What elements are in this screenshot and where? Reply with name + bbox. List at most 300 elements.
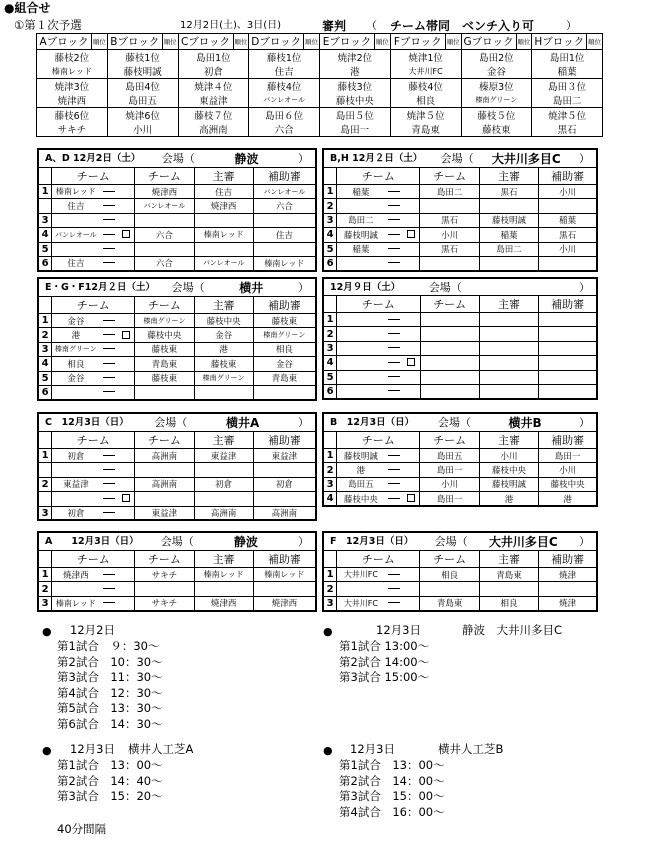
game-time: 第1試合 ９：30～ (57, 639, 160, 653)
home-team: 焼津西 (52, 568, 100, 582)
result-box (118, 328, 135, 342)
assist-referee (253, 213, 316, 227)
referee-paren-close: ） (566, 19, 577, 32)
chief-referee (194, 582, 253, 596)
vs-dash-mark (103, 469, 115, 470)
away-team (420, 582, 479, 596)
venue-label: 会場（ (434, 535, 468, 548)
away-team: 相良 (420, 568, 479, 582)
match-row (323, 327, 597, 341)
group-cell: 藤枝4位 (249, 79, 320, 94)
assist-ref-header: 補助審 (539, 168, 597, 185)
vs-dash (385, 242, 403, 256)
home-team: 藤枝中央 (337, 492, 385, 506)
num-header (38, 297, 52, 314)
group-cell: 藤枝1位 (107, 50, 178, 65)
away-team: 島田五 (420, 449, 479, 463)
group-header: Fブロック (390, 34, 445, 50)
match-number: 6 (38, 385, 52, 399)
away-team (135, 385, 194, 399)
vs-dash-mark (103, 498, 115, 499)
group-row (37, 50, 603, 65)
home-team (337, 356, 385, 370)
group-row (37, 122, 603, 137)
group-cell: 藤枝東 (461, 122, 532, 137)
home-team (52, 385, 100, 399)
chief-referee (479, 370, 538, 384)
chief-referee: 榛南レッド (194, 568, 253, 582)
schedule-venue: 静波 大井川多目C (462, 623, 563, 637)
match-row (323, 228, 597, 242)
match-number: 2 (323, 463, 337, 477)
venue-close: ） (297, 535, 309, 548)
group-cell: 焼津４位 (178, 79, 249, 94)
game-time: 第2試合 14：40～ (57, 773, 163, 788)
chief-referee (194, 385, 253, 399)
chief-ref-header: 主審 (194, 432, 253, 449)
vs-dash (385, 313, 403, 327)
chief-referee: 藤枝中央 (479, 463, 538, 477)
venue-label: 会場（ (160, 535, 194, 548)
match-number: 4 (323, 492, 337, 506)
assist-referee: 小川 (539, 185, 597, 199)
bullet-icon: ● (323, 625, 333, 638)
match-row (38, 357, 316, 371)
match-row (38, 596, 316, 610)
away-team (420, 384, 479, 398)
result-box (403, 341, 420, 355)
bullet-icon: ● (42, 744, 52, 757)
chief-referee (479, 582, 538, 596)
team-header: チーム (135, 168, 194, 185)
assist-referee (539, 256, 597, 270)
match-row (323, 463, 597, 477)
vs-dash-mark (388, 333, 400, 334)
match-row (38, 213, 316, 227)
venue-name: 横井 (239, 281, 264, 295)
match-number: 1 (323, 449, 337, 463)
chief-referee: 青島東 (479, 568, 538, 582)
match-row (38, 256, 316, 270)
away-team: 六合 (135, 256, 194, 270)
vs-dash (385, 341, 403, 355)
match-number: 1 (38, 568, 52, 582)
block-title: 12月９日（土） (330, 282, 401, 293)
assist-referee: 藤枝東 (253, 314, 316, 328)
group-cell: 東益津 (178, 93, 249, 108)
match-row (38, 328, 316, 342)
schedule-date: 12月3日 (376, 623, 421, 637)
vs-dash (100, 449, 118, 463)
chief-referee (479, 341, 538, 355)
vs-dash-mark (388, 455, 400, 456)
home-team: 藤枝明誠 (337, 228, 385, 242)
assist-referee (539, 582, 597, 596)
column-header-row (323, 432, 597, 449)
chief-referee: 港 (479, 492, 538, 506)
vs-dash (100, 185, 118, 199)
result-box (403, 356, 420, 370)
vs-dash-mark (103, 588, 115, 589)
result-box (403, 492, 420, 506)
vs-dash-mark (388, 469, 400, 470)
result-box (403, 582, 420, 596)
away-team: 島田一 (420, 492, 479, 506)
result-box (118, 477, 135, 491)
match-row (38, 492, 316, 506)
match-number: 2 (323, 582, 337, 596)
group-header: Aブロック (37, 34, 92, 50)
match-row (38, 242, 316, 256)
home-team: 金谷 (52, 371, 100, 385)
team-header: チーム (135, 551, 194, 568)
team-header: チーム (135, 297, 194, 314)
chief-referee: 金谷 (194, 328, 253, 342)
vs-dash (385, 596, 403, 610)
away-team: 小川 (420, 228, 479, 242)
assist-referee: 東益津 (253, 449, 316, 463)
chief-referee: 焼津西 (194, 199, 253, 213)
result-box (403, 185, 420, 199)
assist-referee: 六合 (253, 199, 316, 213)
result-box (403, 313, 420, 327)
vs-dash-mark (103, 334, 115, 335)
away-team: 島田一 (420, 463, 479, 477)
match-number: 5 (323, 242, 337, 256)
assist-referee (253, 582, 316, 596)
team-header: チーム (135, 432, 194, 449)
vs-dash-mark (388, 390, 400, 391)
result-box (403, 449, 420, 463)
vs-dash (100, 477, 118, 491)
vs-dash (100, 256, 118, 270)
match-number: 2 (38, 582, 52, 596)
game-time: 第1試合 13：00～ (339, 758, 445, 772)
match-number: 2 (38, 477, 52, 491)
vs-dash (99, 371, 117, 385)
vs-dash-mark (103, 602, 115, 603)
match-number: 5 (323, 370, 337, 384)
assist-referee (539, 370, 597, 384)
vs-dash-mark (388, 205, 400, 206)
result-box (118, 371, 135, 385)
away-team (135, 213, 194, 227)
match-number: 1 (38, 185, 52, 199)
result-box (118, 199, 135, 213)
match-row (38, 314, 316, 328)
away-team (135, 492, 194, 506)
result-box (118, 213, 135, 227)
away-team (135, 582, 194, 596)
match-number: 3 (38, 342, 52, 356)
vs-dash-mark (103, 234, 115, 235)
schedule-date: 12月3日 (70, 742, 115, 756)
block-title: B 12月3日（日） (330, 417, 415, 428)
vs-dash-mark (388, 362, 400, 363)
schedule-date: 12月2日 (70, 623, 115, 637)
home-team (52, 582, 100, 596)
home-team: 住吉 (52, 199, 100, 213)
home-team: 榛南グリーン (52, 342, 100, 356)
chief-referee (479, 356, 538, 370)
venue-name: 静波 (234, 152, 259, 166)
group-cell: バンレオール (249, 93, 320, 108)
group-table (36, 33, 603, 137)
venue-label: 会場（ (438, 416, 472, 429)
group-cell: 藤枝2位 (37, 50, 108, 65)
assist-referee: 初倉 (253, 477, 316, 491)
assist-referee: 小川 (539, 463, 597, 477)
vs-dash (99, 596, 117, 610)
group-cell: 島田３位 (532, 79, 603, 94)
home-team (52, 213, 100, 227)
group-cell: 島田4位 (107, 79, 178, 94)
match-row (323, 313, 597, 327)
match-row (323, 384, 597, 398)
group-cell: 金谷 (461, 64, 532, 79)
group-cell: 初倉 (178, 64, 249, 79)
match-number: 2 (38, 328, 52, 342)
home-team: 稲葉 (337, 242, 385, 256)
match-number: 4 (38, 228, 52, 242)
vs-dash (99, 568, 117, 582)
page-title: ●組合せ (4, 1, 51, 15)
block-header-row (323, 149, 597, 168)
team-header: チーム (420, 551, 479, 568)
group-cell: 島田６位 (249, 108, 320, 123)
chief-referee (194, 492, 253, 506)
chief-referee: 相良 (479, 596, 538, 610)
vs-dash (385, 477, 403, 491)
assist-referee (539, 384, 597, 398)
venue-name: 静波 (233, 535, 258, 549)
assist-referee: 金谷 (253, 357, 316, 371)
num-header (38, 432, 52, 449)
vs-dash-mark (388, 574, 400, 575)
assist-referee (253, 492, 316, 506)
team-header: チーム (337, 432, 420, 449)
vs-dash (100, 213, 118, 227)
referee-paren-open: （ (366, 19, 377, 32)
block-title: A、D 12月2日（土） (45, 153, 141, 164)
away-team: 藤枝中央 (135, 328, 194, 342)
match-row (323, 477, 597, 491)
match-row (323, 213, 597, 227)
home-team (337, 582, 385, 596)
home-team: 大井川FC (337, 568, 385, 582)
group-header-row (37, 34, 603, 50)
result-box (118, 492, 135, 506)
block-header-row (38, 532, 316, 551)
away-team: 青島東 (420, 596, 479, 610)
match-row (38, 506, 316, 520)
vs-dash (100, 463, 118, 477)
away-team: 小川 (420, 477, 479, 491)
vs-dash-mark (103, 574, 115, 575)
group-cell: 焼津西 (37, 93, 108, 108)
game-time: 第5試合 13：30～ (57, 701, 163, 716)
match-number (38, 463, 52, 477)
vs-dash-mark (103, 205, 115, 206)
match-row (38, 477, 316, 491)
group-cell: 大井川FC (390, 64, 461, 79)
group-cell: 焼津6位 (107, 108, 178, 123)
game-time: 第1試合 13:00～ (339, 639, 430, 653)
column-header-row (38, 551, 316, 568)
schedule-venue: 横井人工芝A (128, 742, 194, 756)
chief-referee: 藤枝東 (194, 357, 253, 371)
away-team: 青島東 (135, 357, 194, 371)
vs-dash (100, 242, 118, 256)
vs-dash (385, 463, 403, 477)
result-box (118, 385, 135, 399)
away-team (420, 370, 479, 384)
group-header: Bブロック (107, 34, 162, 50)
vs-dash (99, 342, 117, 356)
group-cell: 藤枝明誠 (107, 64, 178, 79)
assist-referee: 榛南グリーン (253, 328, 316, 342)
match-row (323, 596, 597, 610)
vs-dash (385, 449, 403, 463)
group-cell: 焼津2位 (320, 50, 391, 65)
group-cell: 島田二 (532, 93, 603, 108)
block-title: B,H 12月２日（土） (330, 153, 423, 164)
result-box (403, 327, 420, 341)
away-team: 島田二 (420, 185, 479, 199)
home-team: 港 (52, 328, 100, 342)
vs-dash-mark (388, 498, 400, 499)
chief-referee: 高洲南 (194, 506, 253, 520)
referee-label: 審判 (322, 19, 347, 33)
home-team: 東益津 (52, 477, 100, 491)
group-cell: サキチ (37, 122, 108, 137)
match-row (38, 228, 316, 242)
num-header (38, 551, 52, 568)
match-row (323, 449, 597, 463)
match-block (37, 412, 317, 521)
assist-referee: 黒石 (539, 228, 597, 242)
team-header: チーム (337, 551, 420, 568)
team-header: チーム (52, 432, 135, 449)
result-box (403, 568, 420, 582)
game-time: 第4試合 16：00～ (339, 804, 445, 819)
chief-referee: 小川 (479, 449, 538, 463)
away-team: 黒石 (420, 242, 479, 256)
home-team: 相良 (52, 357, 100, 371)
vs-dash-mark (103, 348, 115, 349)
chief-referee: 港 (194, 342, 253, 356)
assist-ref-header: 補助審 (253, 432, 316, 449)
chief-referee: 稲葉 (479, 228, 538, 242)
assist-referee (539, 327, 597, 341)
group-row (37, 79, 603, 94)
venue-close: ） (297, 281, 309, 294)
vs-dash-mark (388, 319, 400, 320)
match-row (323, 341, 597, 355)
vs-dash-mark (103, 262, 115, 263)
vs-dash-mark (103, 455, 115, 456)
match-number: 6 (38, 256, 52, 270)
assist-ref-header: 補助審 (253, 297, 316, 314)
group-cell: 焼津3位 (37, 79, 108, 94)
result-box (118, 342, 135, 356)
team-header: チーム (420, 296, 479, 313)
schedule-date: 12月3日 (350, 742, 395, 756)
vs-dash-mark (388, 219, 400, 220)
result-box (403, 242, 420, 256)
group-cell: 榛南グリーン (461, 93, 532, 108)
assist-referee: 稲葉 (539, 213, 597, 227)
assist-referee (253, 385, 316, 399)
match-number: 1 (323, 568, 337, 582)
result-box (118, 256, 135, 270)
chief-referee: 住吉 (194, 185, 253, 199)
group-cell: 焼津1位 (390, 50, 461, 65)
match-number: 3 (38, 596, 52, 610)
block-header-row (323, 413, 597, 432)
away-team: バンレオール (135, 199, 194, 213)
result-box (118, 357, 135, 371)
rank-label: 順位 (587, 34, 603, 50)
block-header-row (323, 278, 597, 296)
rank-label: 順位 (304, 34, 320, 50)
vs-dash-mark (388, 347, 400, 348)
game-time: 第1試合 13：00～ (57, 758, 163, 772)
block-header-row (323, 532, 597, 551)
group-cell: 島田五 (107, 93, 178, 108)
match-number: 5 (38, 242, 52, 256)
chief-referee (479, 313, 538, 327)
home-team (337, 313, 385, 327)
chief-referee (479, 384, 538, 398)
home-team: 金谷 (52, 314, 100, 328)
venue-label: 会場（ (154, 416, 188, 429)
venue-name (490, 279, 550, 295)
group-cell: 藤枝1位 (249, 50, 320, 65)
vs-dash (385, 185, 403, 199)
assist-referee (253, 242, 316, 256)
block-title: E・G・F12月２日（土） (45, 282, 155, 293)
venue-label: 会場（ (440, 152, 474, 165)
team-header: チーム (337, 296, 420, 313)
result-box (118, 242, 135, 256)
assist-referee (539, 199, 597, 213)
assist-referee: 藤枝中央 (539, 477, 597, 491)
footer-note: 40分間隔 (57, 822, 107, 836)
checkbox-mark (122, 494, 130, 502)
assist-referee (539, 313, 597, 327)
chief-referee: 榛南グリーン (194, 371, 253, 385)
group-cell: 藤枝５位 (461, 108, 532, 123)
result-box (403, 199, 420, 213)
match-row (38, 371, 316, 385)
assist-referee (539, 341, 597, 355)
chief-referee: 藤枝明誠 (479, 213, 538, 227)
vs-dash (385, 370, 403, 384)
chief-referee (194, 213, 253, 227)
assist-ref-header: 補助審 (539, 432, 597, 449)
chief-referee: 島田二 (479, 242, 538, 256)
match-number: 4 (323, 356, 337, 370)
home-team (337, 199, 385, 213)
rank-label: 順位 (162, 34, 178, 50)
match-number: 2 (323, 327, 337, 341)
match-row (38, 449, 316, 463)
away-team: 高洲南 (135, 477, 194, 491)
match-row (323, 492, 597, 506)
group-cell: 榛南レッド (37, 64, 108, 79)
group-cell: 黒石 (532, 122, 603, 137)
